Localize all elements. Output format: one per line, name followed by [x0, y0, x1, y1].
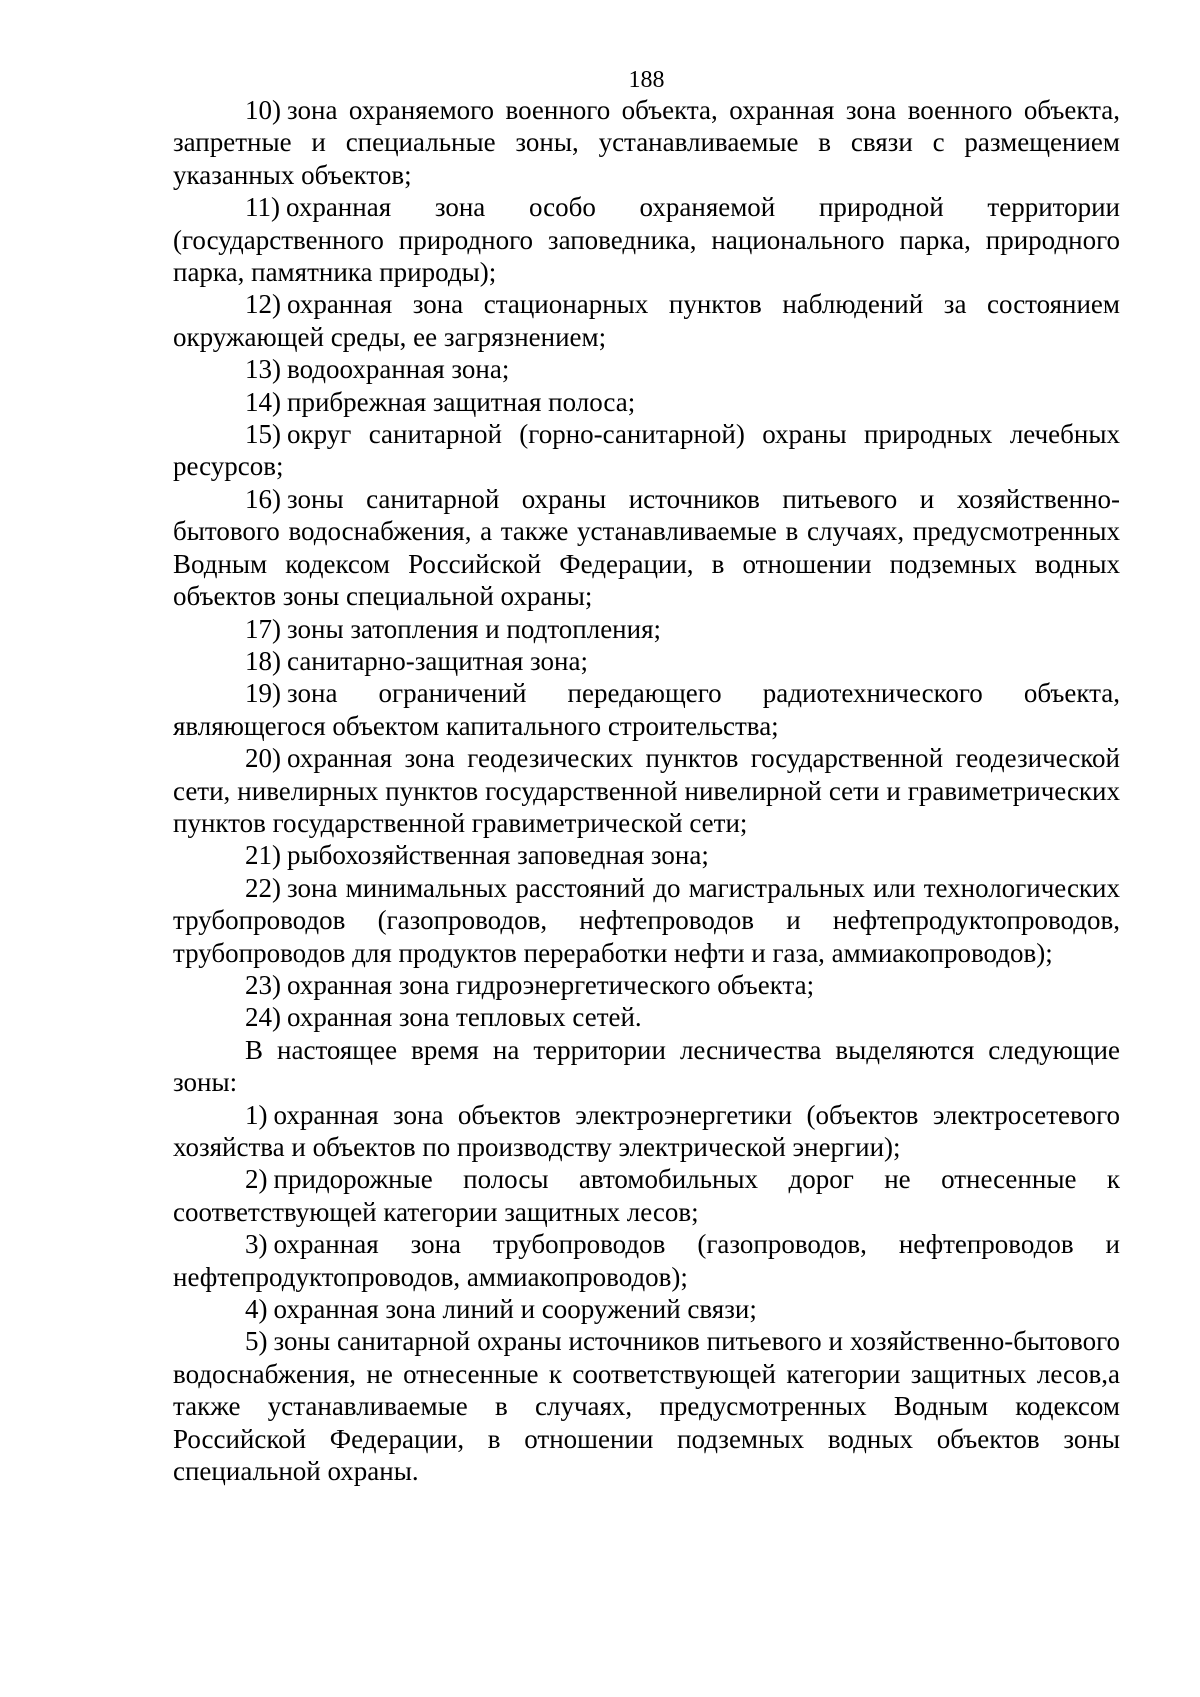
item-number: 14)	[245, 386, 281, 417]
page-number: 188	[628, 67, 665, 93]
item-number: 22)	[245, 872, 281, 903]
list-item	[173, 353, 1120, 385]
list-item	[173, 872, 1120, 969]
item-text: зоны затопления и подтопления;	[287, 613, 661, 644]
item-number: 4)	[245, 1294, 268, 1325]
item-number: 11)	[245, 192, 280, 223]
list-item	[173, 839, 1120, 871]
item-number: 12)	[245, 289, 281, 320]
item-text: округ санитарной (горно-санитарной) охраны природных лечебных ресурсов;	[173, 419, 1120, 482]
item-number: 20)	[245, 743, 281, 774]
item-text: охранная зона трубопроводов (газопроводов, нефтепроводов и нефтепродуктопроводов, аммиакопроводов);	[173, 1229, 1120, 1292]
list-item	[173, 1325, 1120, 1487]
item-text: охранная зона стационарных пунктов наблюдений за состоянием окружающей среды, ее загрязнением;	[173, 289, 1120, 352]
item-number: 5)	[245, 1326, 268, 1357]
item-text: охранная зона гидроэнергетического объекта;	[287, 969, 815, 1000]
list-item	[173, 418, 1120, 483]
list-item	[173, 1163, 1120, 1228]
item-text: санитарно-защитная зона;	[287, 645, 588, 676]
item-text: зона ограничений передающего радиотехнического объекта, являющегося объектом капитального строительства;	[173, 678, 1120, 741]
item-text: охранная зона линий и сооружений связи;	[273, 1294, 757, 1325]
item-text: прибрежная защитная полоса;	[287, 386, 636, 417]
item-text: охранная зона тепловых сетей.	[287, 1002, 642, 1033]
list-item	[173, 645, 1120, 677]
item-text: рыбохозяйственная заповедная зона;	[287, 840, 709, 871]
item-text: охранная зона геодезических пунктов государственной геодезической сети, нивелирных пунктов государственной нивелирной сети и гравиметрических пунктов государственной гравиметрической сети;	[173, 743, 1120, 838]
item-text: водоохранная зона;	[287, 354, 510, 385]
item-number: 17)	[245, 613, 281, 644]
item-number: 13)	[245, 354, 281, 385]
list-item	[173, 483, 1120, 613]
list-item	[173, 1293, 1120, 1325]
list-item	[173, 191, 1120, 288]
item-text: зоны санитарной охраны источников питьевого и хозяйственно-бытового водоснабжения, а также устанавливаемые в случаях, предусмотренных Водным кодексом Российской Федерации, в отношении подземных водных объектов зоны специальной охраны;	[173, 483, 1120, 612]
item-number: 21)	[245, 840, 281, 871]
list-item	[173, 288, 1120, 353]
list-item	[173, 386, 1120, 418]
item-number: 1)	[245, 1099, 268, 1130]
item-text: зона охраняемого военного объекта, охранная зона военного объекта, запретные и специальные зоны, устанавливаемые в связи с размещением указанных объектов;	[173, 95, 1120, 190]
list-item	[173, 94, 1120, 191]
item-text: охранная зона объектов электроэнергетики (объектов электросетевого хозяйства и объектов по производству электрической энергии);	[173, 1099, 1120, 1162]
item-text: охранная зона особо охраняемой природной территории (государственного природного заповедника, национального парка, природного парка, памятника природы);	[173, 192, 1120, 288]
item-text: зона минимальных расстояний до магистральных или технологических трубопроводов (газопроводов, нефтепроводов и нефтепродуктопроводов, трубопроводов для продуктов переработки нефти и газа, аммиакопроводов);	[173, 872, 1120, 968]
item-text: придорожные полосы автомобильных дорог не отнесенные к соответствующей категории защитных лесов;	[173, 1164, 1120, 1227]
paragraph-text: В настоящее время на территории лесничества выделяются следующие зоны:	[173, 1034, 1120, 1098]
item-number: 2)	[245, 1164, 268, 1195]
item-number: 15)	[245, 419, 281, 450]
item-number: 16)	[245, 483, 281, 514]
item-number: 18)	[245, 645, 281, 676]
list-item	[173, 742, 1120, 839]
item-number: 3)	[245, 1229, 268, 1260]
list-item	[173, 1228, 1120, 1293]
item-text: зоны санитарной охраны источников питьевого и хозяйственно-бытового водоснабжения, не отнесенные к соответствующей категории защитных лесов,а также устанавливаемые в случаях, предусмотренных Водным кодексом Российской Федерации, в отношении подземных водных объектов зоны специальной охраны.	[173, 1326, 1120, 1487]
item-number: 23)	[245, 969, 281, 1000]
list-item	[173, 1099, 1120, 1164]
item-number: 19)	[245, 678, 281, 709]
list-item	[173, 969, 1120, 1001]
document-page	[173, 66, 1120, 1487]
item-number: 24)	[245, 1002, 281, 1033]
list-item	[173, 613, 1120, 645]
item-number: 10)	[245, 95, 281, 125]
list-item	[173, 1001, 1120, 1033]
list-item	[173, 677, 1120, 742]
intro-paragraph	[173, 1034, 1120, 1099]
